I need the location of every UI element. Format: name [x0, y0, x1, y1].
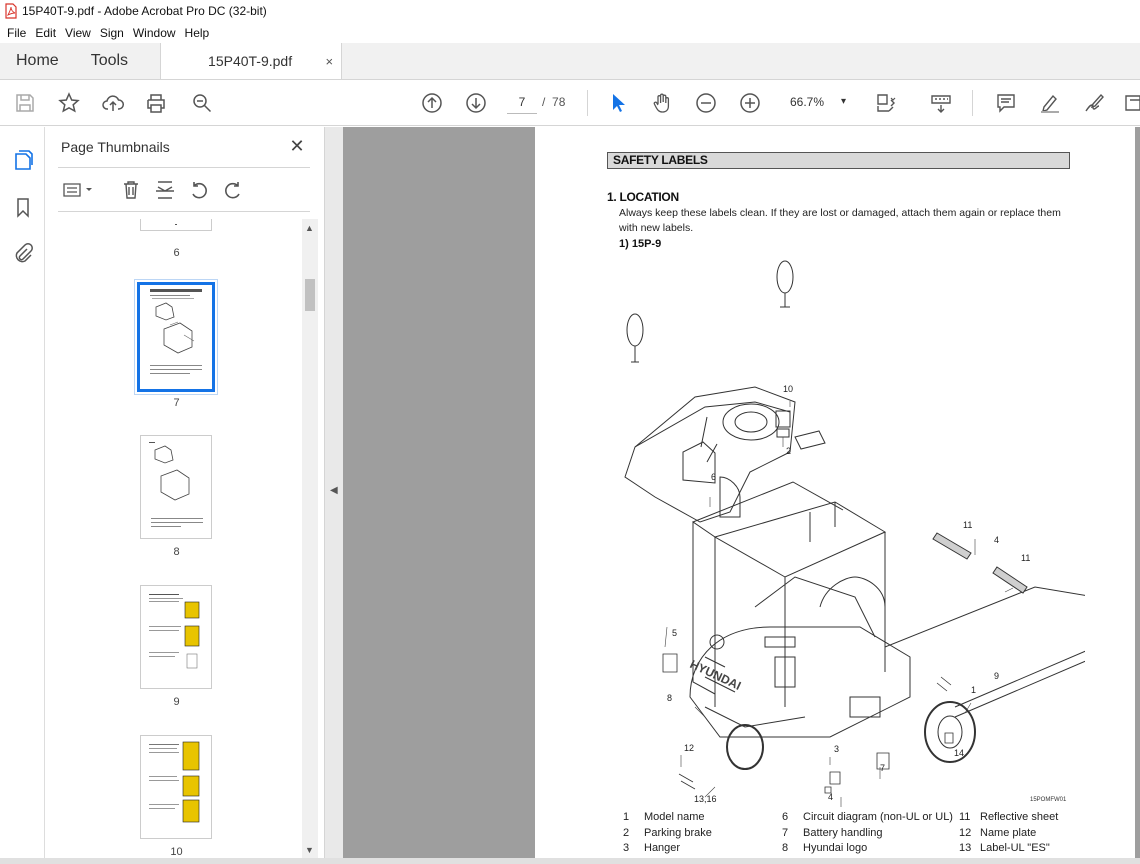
keyboard-down-icon [930, 92, 952, 114]
scroll-mode-button[interactable] [929, 91, 953, 115]
page-thumbnails-icon [12, 149, 34, 171]
callout-number: 14 [954, 748, 965, 758]
legend-column [959, 810, 1058, 864]
rotate-left-icon [188, 179, 210, 201]
thumbnail-label: 6 [173, 247, 180, 259]
delete-pages-button[interactable] [119, 178, 143, 202]
thumbnail-page-9[interactable] [140, 585, 212, 689]
bookmarks-button[interactable] [11, 195, 35, 219]
figure-id: 15POMFW01 [1030, 797, 1067, 803]
legend-item: 7 Battery handling [782, 826, 883, 839]
select-tool-button[interactable] [606, 91, 630, 115]
scroll-down-icon[interactable]: ▼ [305, 845, 314, 855]
more-tools-button[interactable] [1121, 91, 1140, 115]
highlighter-icon [1039, 92, 1061, 114]
attachments-button[interactable] [11, 241, 35, 265]
callout-number: 4 [828, 792, 834, 802]
thumbnail-page-6[interactable] [140, 219, 212, 231]
callout-number: 5 [672, 628, 678, 638]
left-navigation-rail [0, 127, 45, 864]
page-count: / 78 [542, 95, 566, 109]
thumbnail-options-button[interactable] [60, 178, 96, 202]
sign-button[interactable] [1082, 91, 1106, 115]
zoom-level-value: 66.7% [790, 95, 825, 109]
location-heading: 1. LOCATION [607, 190, 679, 204]
scroll-up-icon[interactable]: ▲ [305, 223, 314, 233]
highlight-button[interactable] [1038, 91, 1062, 115]
menu-view[interactable]: View [65, 25, 91, 40]
main-toolbar [0, 80, 1140, 126]
thumbnail-preview [141, 736, 213, 840]
arrow-down-circle-icon [465, 92, 487, 114]
thumbnail-page-10[interactable] [140, 735, 212, 839]
tab-document-label: 15P40T-9.pdf [208, 53, 293, 69]
section-title: SAFETY LABELS [607, 152, 1070, 169]
cursor-arrow-icon [607, 92, 629, 114]
legend-item: 2 Parking brake [623, 826, 712, 839]
window-bottom-edge [0, 858, 1140, 864]
arrow-up-circle-icon [421, 92, 443, 114]
legend-item: 3 Hanger [623, 842, 681, 854]
legend-item: 12 Name plate [959, 826, 1037, 839]
window-title: 15P40T-9.pdf - Adobe Acrobat Pro DC (32-bit) [22, 4, 267, 18]
thumbnail-label: 8 [173, 546, 180, 558]
tab-home[interactable]: Home [16, 52, 59, 69]
close-panel-icon[interactable]: ✕ [289, 136, 305, 156]
extract-pages-button[interactable] [153, 178, 177, 202]
zoom-out-icon [695, 92, 717, 114]
menu-help[interactable]: Help [184, 25, 210, 40]
menu-edit[interactable]: Edit [35, 25, 57, 40]
menu-sign[interactable]: Sign [99, 25, 124, 40]
legend-item: 6 Circuit diagram (non-UL or UL) [782, 811, 953, 823]
rotate-right-icon [222, 179, 244, 201]
tab-document[interactable] [160, 43, 342, 79]
next-page-button[interactable] [464, 91, 488, 115]
paperclip-icon [12, 242, 34, 264]
tab-bar [0, 43, 1140, 80]
callout-number: 11 [1021, 553, 1031, 563]
callout-number: 8 [667, 693, 673, 703]
thumbnail-list [46, 219, 301, 859]
callout-number: 6 [711, 472, 717, 482]
printer-icon [145, 92, 167, 114]
callout-number: 4 [994, 535, 1000, 545]
print-button[interactable] [144, 91, 168, 115]
callout-number: 12 [684, 743, 695, 753]
model-heading: 1) 15P-9 [619, 238, 662, 250]
title-bar [0, 0, 1140, 22]
callout-number: 11 [963, 520, 973, 530]
bookmark-star-button[interactable] [57, 91, 81, 115]
legend-item: 1 Model name [623, 811, 705, 823]
thumbnail-label: 7 [173, 397, 180, 409]
thumbnail-preview [141, 436, 213, 540]
thumbnail-label: 9 [173, 696, 180, 708]
rotate-clockwise-button[interactable] [221, 178, 245, 202]
document-viewer[interactable] [343, 127, 1140, 864]
search-icon [191, 92, 213, 114]
zoom-level-dropdown[interactable] [782, 90, 852, 114]
pen-sign-icon [1083, 92, 1105, 114]
thumbnail-preview [141, 586, 213, 690]
menu-window[interactable]: Window [132, 25, 176, 40]
hyundai-logo-text: HYUNDAI [687, 657, 744, 693]
previous-page-button[interactable] [420, 91, 444, 115]
menu-file[interactable]: File [7, 25, 27, 40]
hand-tool-button[interactable] [650, 91, 674, 115]
zoom-in-button[interactable] [738, 91, 762, 115]
callout-number: 2 [786, 446, 792, 456]
acrobat-pdf-icon [4, 3, 18, 19]
callout-number: 10 [783, 384, 794, 394]
callout-number: 13,16 [694, 794, 717, 804]
cloud-upload-icon [102, 92, 124, 114]
legend-column [782, 810, 953, 864]
legend-item: 11 Reflective sheet [959, 811, 1059, 823]
zoom-in-icon [739, 92, 761, 114]
tab-tools[interactable]: Tools [90, 52, 129, 69]
legend-column [623, 810, 712, 864]
page-fit-button[interactable] [874, 91, 898, 115]
save-button[interactable] [13, 91, 37, 115]
upload-share-button[interactable] [101, 91, 125, 115]
page-number-input[interactable]: 7 [507, 90, 537, 114]
panel-title: Page Thumbnails [61, 139, 170, 155]
callout-number: 9 [994, 671, 1000, 681]
forklift-label-location-drawing [605, 247, 1085, 807]
save-icon [14, 92, 36, 114]
find-button[interactable] [190, 91, 214, 115]
star-icon [58, 92, 80, 114]
legend-item: 8 Hyundai logo [782, 842, 868, 854]
legend-item: 13 Label-UL "ES" [959, 842, 1050, 854]
thumbnail-label: 10 [170, 846, 183, 858]
thumbnail-page-7[interactable] [137, 282, 215, 392]
menu-bar [0, 22, 1140, 43]
comment-button[interactable] [994, 91, 1018, 115]
comment-icon [995, 92, 1017, 114]
rotate-counterclockwise-button[interactable] [187, 178, 211, 202]
thumbnail-page-8[interactable] [140, 435, 212, 539]
trash-icon [120, 179, 142, 201]
options-menu-icon [61, 179, 95, 201]
chevron-left-icon: ◀ [330, 485, 338, 496]
thumbnail-preview [140, 285, 212, 389]
page-thumbnails-button[interactable] [11, 148, 35, 172]
page-fit-icon [875, 92, 897, 114]
location-text: Always keep these labels clean. If they are lost or damaged, attach them again or replace them with new labels. [619, 207, 1061, 234]
zoom-out-button[interactable] [694, 91, 718, 115]
callout-number: 7 [880, 763, 886, 773]
extract-pages-icon [154, 179, 176, 201]
thumbnails-panel [46, 127, 324, 864]
chevron-down-icon: ▾ [840, 96, 846, 107]
pdf-page [535, 127, 1135, 864]
thumbnail-scrollbar[interactable] [302, 219, 318, 859]
hand-icon [651, 92, 673, 114]
scrollbar-thumb[interactable] [305, 279, 315, 311]
bookmark-icon [12, 196, 34, 218]
callout-number: 3 [834, 744, 840, 754]
panel-collapse-handle[interactable] [324, 127, 343, 864]
callout-number: 1 [971, 685, 977, 695]
tools-edit-icon [1122, 92, 1140, 114]
tab-close-icon[interactable]: × [325, 53, 334, 69]
